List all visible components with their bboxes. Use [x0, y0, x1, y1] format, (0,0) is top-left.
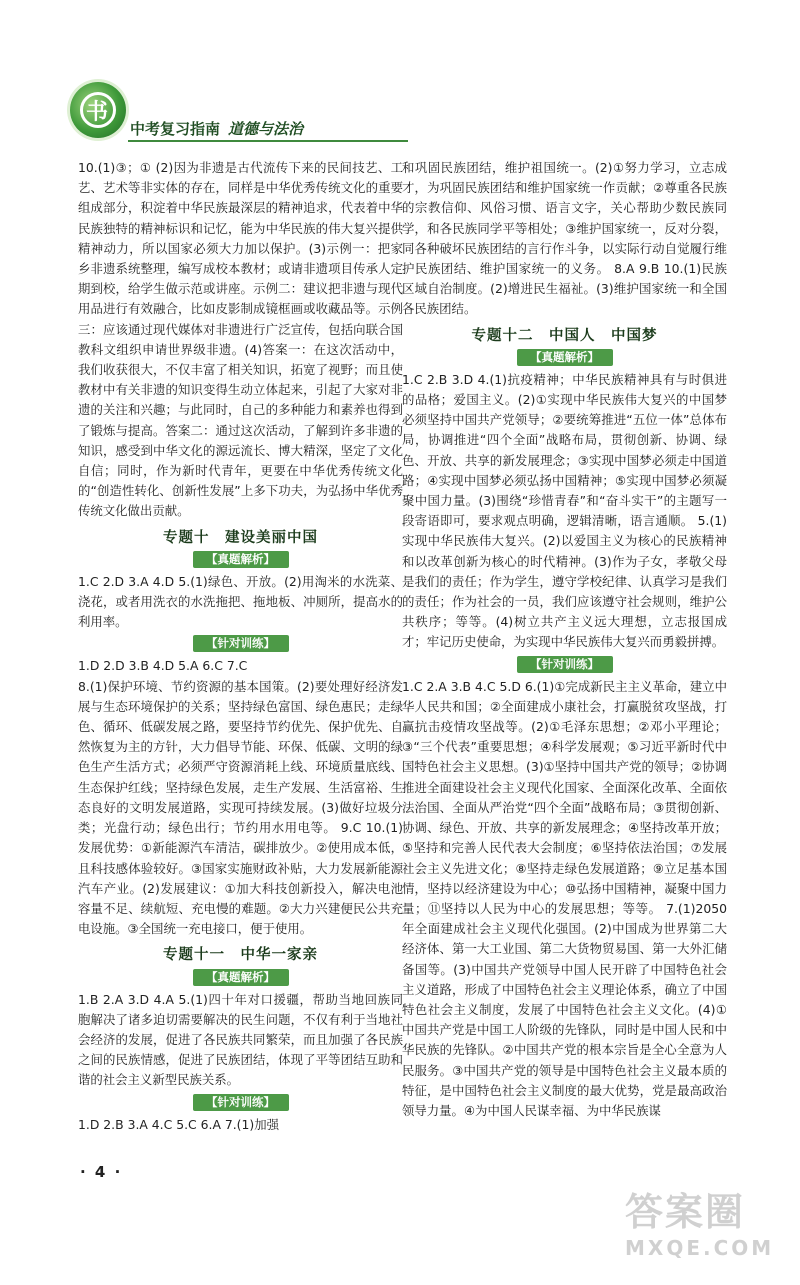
- tag-real-exam-analysis: 【 真题解析 】: [193, 969, 289, 986]
- page-header: [70, 82, 350, 144]
- site-watermark: [625, 1188, 795, 1280]
- answer-s11-real: 1.B 2.A 3.D 4.A 5.(1)四十年对口援疆，帮助当地回族同胞解决了诸多迫切需要解决的民生问题，不仅有利于当地社会经济的发展，促进了各民族共同繁荣，而且加强了各民族之间的民族情感，促进了民族团结，体现了平等团结互助和谐的社会主义新型民族关系。: [78, 991, 403, 1088]
- book-title: [130, 118, 303, 139]
- tag-targeted-training: 【 针对训练 】: [193, 1094, 289, 1111]
- section-title-12: 专题十二 中国人 中国梦: [471, 327, 658, 344]
- answer-s10-choice: 1.D 2.D 3.B 4.D 5.A 6.C 7.C: [78, 658, 248, 674]
- section-title-11: 专题十一 中华一家亲: [163, 947, 318, 964]
- answer-s10-open: 8.(1)保护环境、节约资源的基本国策。(2)要处理好经济发展与生态环境保护的关系；坚持绿色富国、绿色惠民；走绿色、循环、低碳发展之路，要坚持节约优先、保护优先、自然恢复为主的方针，大力倡导节能、环保、低碳、文明的绿色生产生活方式；必须严守资源消耗上线、环境质量底线、生态保护红线；坚持绿色发展，走生产发展、生活富裕、生态良好的文明发展道路，实现可持续发展。(3)做好垃圾分类；光盘行动；绿色出行；节约用水用电等。 9.C 10.(1)发展优势：①新能源汽车清洁，碳排放少。②使用成本低，且科技感体验较好。③国家实施财政补贴，大力发展新能源汽车产业。(2)发展建议：①加大科技创新投入，解决电池容量不足、续航短、充电慢的难题。②大力兴建便民公共充电设施。③全国统一充电接口，便于使用。: [78, 678, 403, 937]
- answer-s11-choice: 1.D 2.B 3.A 4.C 5.C 6.A 7.(1)加强: [78, 1116, 280, 1132]
- header-divider: [128, 140, 408, 142]
- right-column: [402, 158, 727, 1121]
- answer-s11-continued: 和巩固民族团结，维护祖国统一。(2)①努力学习，立志成才，为巩固民族团结和维护国家统一作贡献；②尊重各民族的宗教信仰、风俗习惯、语言文字，关心帮助少数民族同学，和各民族同学平等相处；③维护国家统一，反对分裂，同各种破坏民族团结的言行作斗争，以实际行动自觉履行维护民族团结、维护国家统一的义务。 8.A 9.B 10.(1)民族区域自治制度。(2)增进民生福祉。(3)维护国家统一和全国各民族团结。: [402, 160, 727, 317]
- answer-s12-real: 1.C 2.B 3.D 4.(1)抗疫精神；中华民族精神具有与时俱进的品格；爱国主义。(2)①实现中华民族伟大复兴的中国梦必须坚持中国共产党领导；②要统筹推进“五位一体”总体布局，协调推进“四个全面”战略布局，贯彻创新、协调、绿色、开放、共享的新发展理念；③实现中国梦必须走中国道路；④实现中国梦必须弘扬中国精神；⑤实现中国梦必须凝聚中国力量。(3)围绕“珍惜青春”和“奋斗实干”的主题写一段寄语即可，要求观点明确，逻辑清晰，语言通顺。 5.(1)实现中华民族伟大复兴。(2)以爱国主义为核心的民族精神和以改革创新为核心的时代精神。(3)作为子女，孝敬父母是我们的责任；作为学生，遵守学校纪律、认真学习是我们的责任；作为社会的一员，我们应该遵守社会规则，维护公共秩序；等等。(4)树立共产主义远大理想，立志报国成才；牢记历史使命，为实现中华民族伟大复兴而勇毅拼搏。: [402, 371, 727, 650]
- page-number: · 4 ·: [80, 1163, 123, 1181]
- tag-targeted-training: 【 针对训练 】: [193, 635, 289, 652]
- section-title-10: 专题十 建设美丽中国: [163, 529, 318, 546]
- tag-real-exam-analysis: 【 真题解析 】: [193, 551, 289, 568]
- tag-targeted-training: 【 针对训练 】: [517, 656, 613, 673]
- answer-s10-real: 1.C 2.D 3.A 4.D 5.(1)绿色、开放。(2)用淘米的水洗菜、浇花，或者用洗衣的水洗拖把、拖地板、冲厕所，提高水的利用率。: [78, 573, 403, 630]
- answer-s12-training: 1.C 2.A 3.B 4.C 5.D 6.(1)①完成新民主主义革命，建立中华人民共和国；②全面建成小康社会，打赢脱贫攻坚战，打赢抗击疫情攻坚战等。(2)①毛泽东思想；②邓小平理论；③“三个代表”重要思想；④科学发展观；⑤习近平新时代中国特色社会主义思想。(3)①坚持中国共产党的领导；②协调推进全面建设社会主义现代化国家、全面深化改革、全面依法治国、全面从严治党“四个全面”战略布局；③贯彻创新、协调、绿色、开放、共享的新发展理念；④坚持改革开放；⑤坚持和完善人民代表大会制度；⑥坚持依法治国；⑦发展社会主义先进文化；⑧坚持走绿色发展道路；⑨立足基本国情，坚持以经济建设为中心；⑩弘扬中国精神，凝聚中国力量；⑪坚持以人民为中心的发展思想；等等。 7.(1)2050年全面建成社会主义现代化强国。(2)中国成为世界第二大经济体、第一大工业国、第二大货物贸易国、第一大外汇储备国等。(3)中国共产党领导中国人民开辟了中国特色社会主义道路，形成了中国特色社会主义理论体系，确立了中国特色社会主义制度，发展了中国特色社会主义文化。(4)①中国共产党是中国工人阶级的先锋队，同时是中国人民和中华民族的先锋队。②中国共产党的根本宗旨是全心全意为人民服务。③中国共产党的领导是中国特色社会主义最本质的特征，是中国特色社会主义制度的最大优势，党是最高政治领导力量。④为中国人民谋幸福、为中华民族谋: [402, 678, 727, 1118]
- logo-glyph: 书: [86, 99, 109, 125]
- left-column: [78, 158, 403, 1135]
- book-title-main: 中考复习指南: [130, 120, 221, 138]
- answer-q10: 10.(1)③；① (2)因为非遗是古代流传下来的民间技艺、工艺、艺术等非实体的存在，同样是中华优秀传统文化的重要组成部分，积淀着中华民族最深层的精神追求，代表着中华民族独特的精神标识和记忆，能为中华民族的伟大复兴提供精神动力，所以国家必须大力加以保护。(3)示例一：把家乡非遗系统整理，编写成校本教材；或请非遗项目传承人定期到校，给学生做示范或讲座。示例二：建议把非遗与现代用品进行有效融合，比如皮影制成镜框画或收藏品等。示例三：应该通过现代媒体对非遗进行广泛宣传，包括向联合国教科文组织申请世界级非遗。(4)答案一：在这次活动中，我们收获很大，不仅丰富了相关知识，拓宽了视野；而且使教材中有关非遗的知识变得生动立体起来，引起了大家对非遗的关注和兴趣；与此同时，自己的多种能力和素养也得到了锻炼与提高。答案二：通过这次活动，了解到许多非遗的知识，感受到中华文化的源远流长、博大精深，坚定了文化自信；同时，作为新时代青年，更要在中华优秀传统文化的“创造性转化、创新性发展”上多下功夫，为弘扬中华优秀传统文化做出贡献。: [78, 160, 403, 519]
- tag-real-exam-analysis: 【 真题解析 】: [517, 349, 613, 366]
- watermark-logo-text: 答案圈: [625, 1190, 746, 1234]
- watermark-url: MXQE.COM: [625, 1236, 775, 1260]
- book-title-subject: 道德与法治: [228, 120, 304, 138]
- book-logo-icon: [70, 82, 126, 138]
